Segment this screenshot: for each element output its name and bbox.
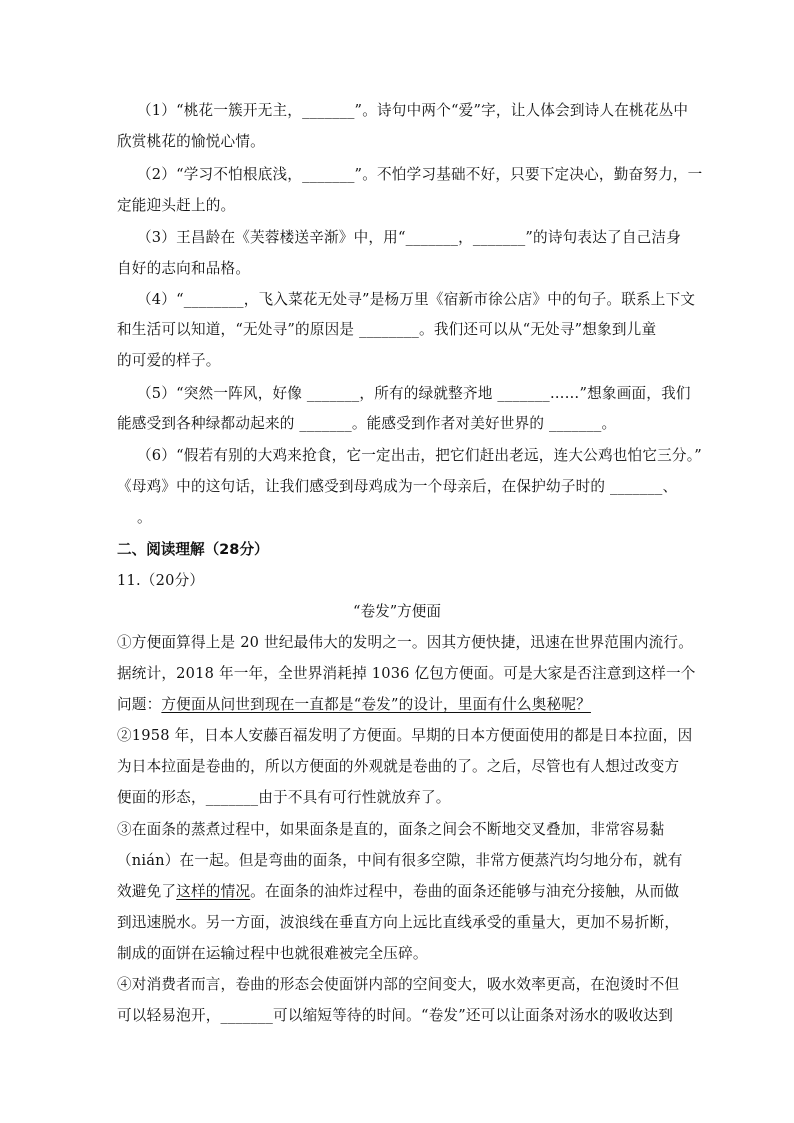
paragraph-3-line-3 [117, 882, 679, 902]
paragraph-2-line-1: ②1958 年，日本人安藤百福发明了方便面。早期的日本方便面使用的都是日本拉面，因 [117, 727, 693, 744]
paragraph-1-line-1: ①方便面算得上是 20 世纪最伟大的发明之一。因其方便快捷，迅速在世界范围内流行。 [117, 634, 694, 651]
paragraph-2-line-2: 为日本拉面是卷曲的，所以方便面的外观就是卷曲的了。之后，尽管也有人想过改变方 [117, 758, 680, 775]
paragraph-1-line-3 [117, 695, 591, 715]
q6-line-1: （6）“假若有别的大鸡来抢食，它一定出击，把它们赶出老远，连大公鸡也怕它三分。” [137, 447, 702, 464]
underlined-question: 方便面从问世到现在一直都是“卷发”的设计，里面有什么奥秘呢？ [161, 696, 591, 713]
paragraph-3-line-3-prefix: 效避免了 [117, 883, 177, 900]
q4-line-3: 的可爱的样子。 [117, 352, 221, 369]
q3-line-1: （3）王昌龄在《芙蓉楼送辛渐》中，用“_______，_______”的诗句表达了自己洁身 [137, 229, 681, 246]
paragraph-3-line-2: （nián）在一起。但是弯曲的面条，中间有很多空隙，非常方便蒸汽均匀地分布，就有 [117, 852, 683, 869]
q6-line-2: 《母鸡》中的这句话，让我们感受到母鸡成为一个母亲后，在保护幼子时的 _______、 [117, 478, 678, 495]
section-heading-reading: 二、阅读理解（28分） [117, 541, 269, 558]
q2-line-2: 定能迎头赶上的。 [117, 197, 236, 214]
paragraph-4-line-2: 可以轻易泡开，_______可以缩短等待的时间。“卷发”还可以让面条对汤水的吸收达到 [117, 1007, 673, 1024]
paragraph-1-question-prefix: 问题： [117, 696, 162, 713]
paragraph-2-line-3: 便面的形态，_______由于不具有可行性就放弃了。 [117, 789, 451, 806]
question-11-label: 11.（20分） [117, 572, 205, 589]
paragraph-4-line-1: ④对消费者而言，卷曲的形态会使面饼内部的空间变大，吸水效率更高，在泡烫时不但 [117, 976, 680, 993]
paragraph-3-line-4: 到迅速脱水。另一方面，波浪线在垂直方向上远比直线承受的重量大，更加不易折断， [117, 914, 680, 931]
q5-line-1: （5）“突然一阵风，好像 _______，所有的绿就整齐地 _______……”想象画面，我们 [137, 385, 691, 402]
underlined-phrase: 这样的情况 [176, 883, 251, 900]
q6-line-3: 。 [137, 509, 152, 526]
paragraph-3-line-5: 制成的面饼在运输过程中也就很难被完全压碎。 [117, 945, 428, 962]
q3-line-2: 自好的志向和品格。 [117, 260, 251, 277]
q4-line-2: 和生活可以知道，“无处寻”的原因是 ________。我们还可以从“无处寻”想象到儿童 [117, 321, 657, 338]
q1-line-2: 欣赏桃花的愉悦心情。 [117, 133, 265, 150]
q4-line-1: （4）“________，飞入菜花无处寻”是杨万里《宿新市徐公店》中的句子。联系上下文 [137, 291, 696, 308]
q1-line-1: （1）“桃花一簇开无主，_______”。诗句中两个“爱”字，让人体会到诗人在桃花丛中 [137, 102, 689, 119]
q2-line-1: （2）“学习不怕根底浅，_______”。不怕学习基础不好，只要下定决心，勤奋努力，一 [137, 166, 703, 183]
paragraph-1-line-2: 据统计，2018 年一年，全世界消耗掉 1036 亿包方便面。可是大家是否注意到这样一个 [117, 665, 696, 682]
passage-title: “卷发”方便面 [353, 603, 441, 620]
paragraph-3-line-1: ③在面条的蒸煮过程中，如果面条是直的，面条之间会不断地交叉叠加，非常容易黏 [117, 821, 665, 838]
paragraph-3-line-3-suffix: 。在面条的油炸过程中，卷曲的面条还能够与油充分接触，从而做 [250, 883, 680, 900]
q5-line-2: 能感受到各种绿都动起来的 _______。能感受到作者对美好世界的 _______。 [117, 415, 617, 432]
